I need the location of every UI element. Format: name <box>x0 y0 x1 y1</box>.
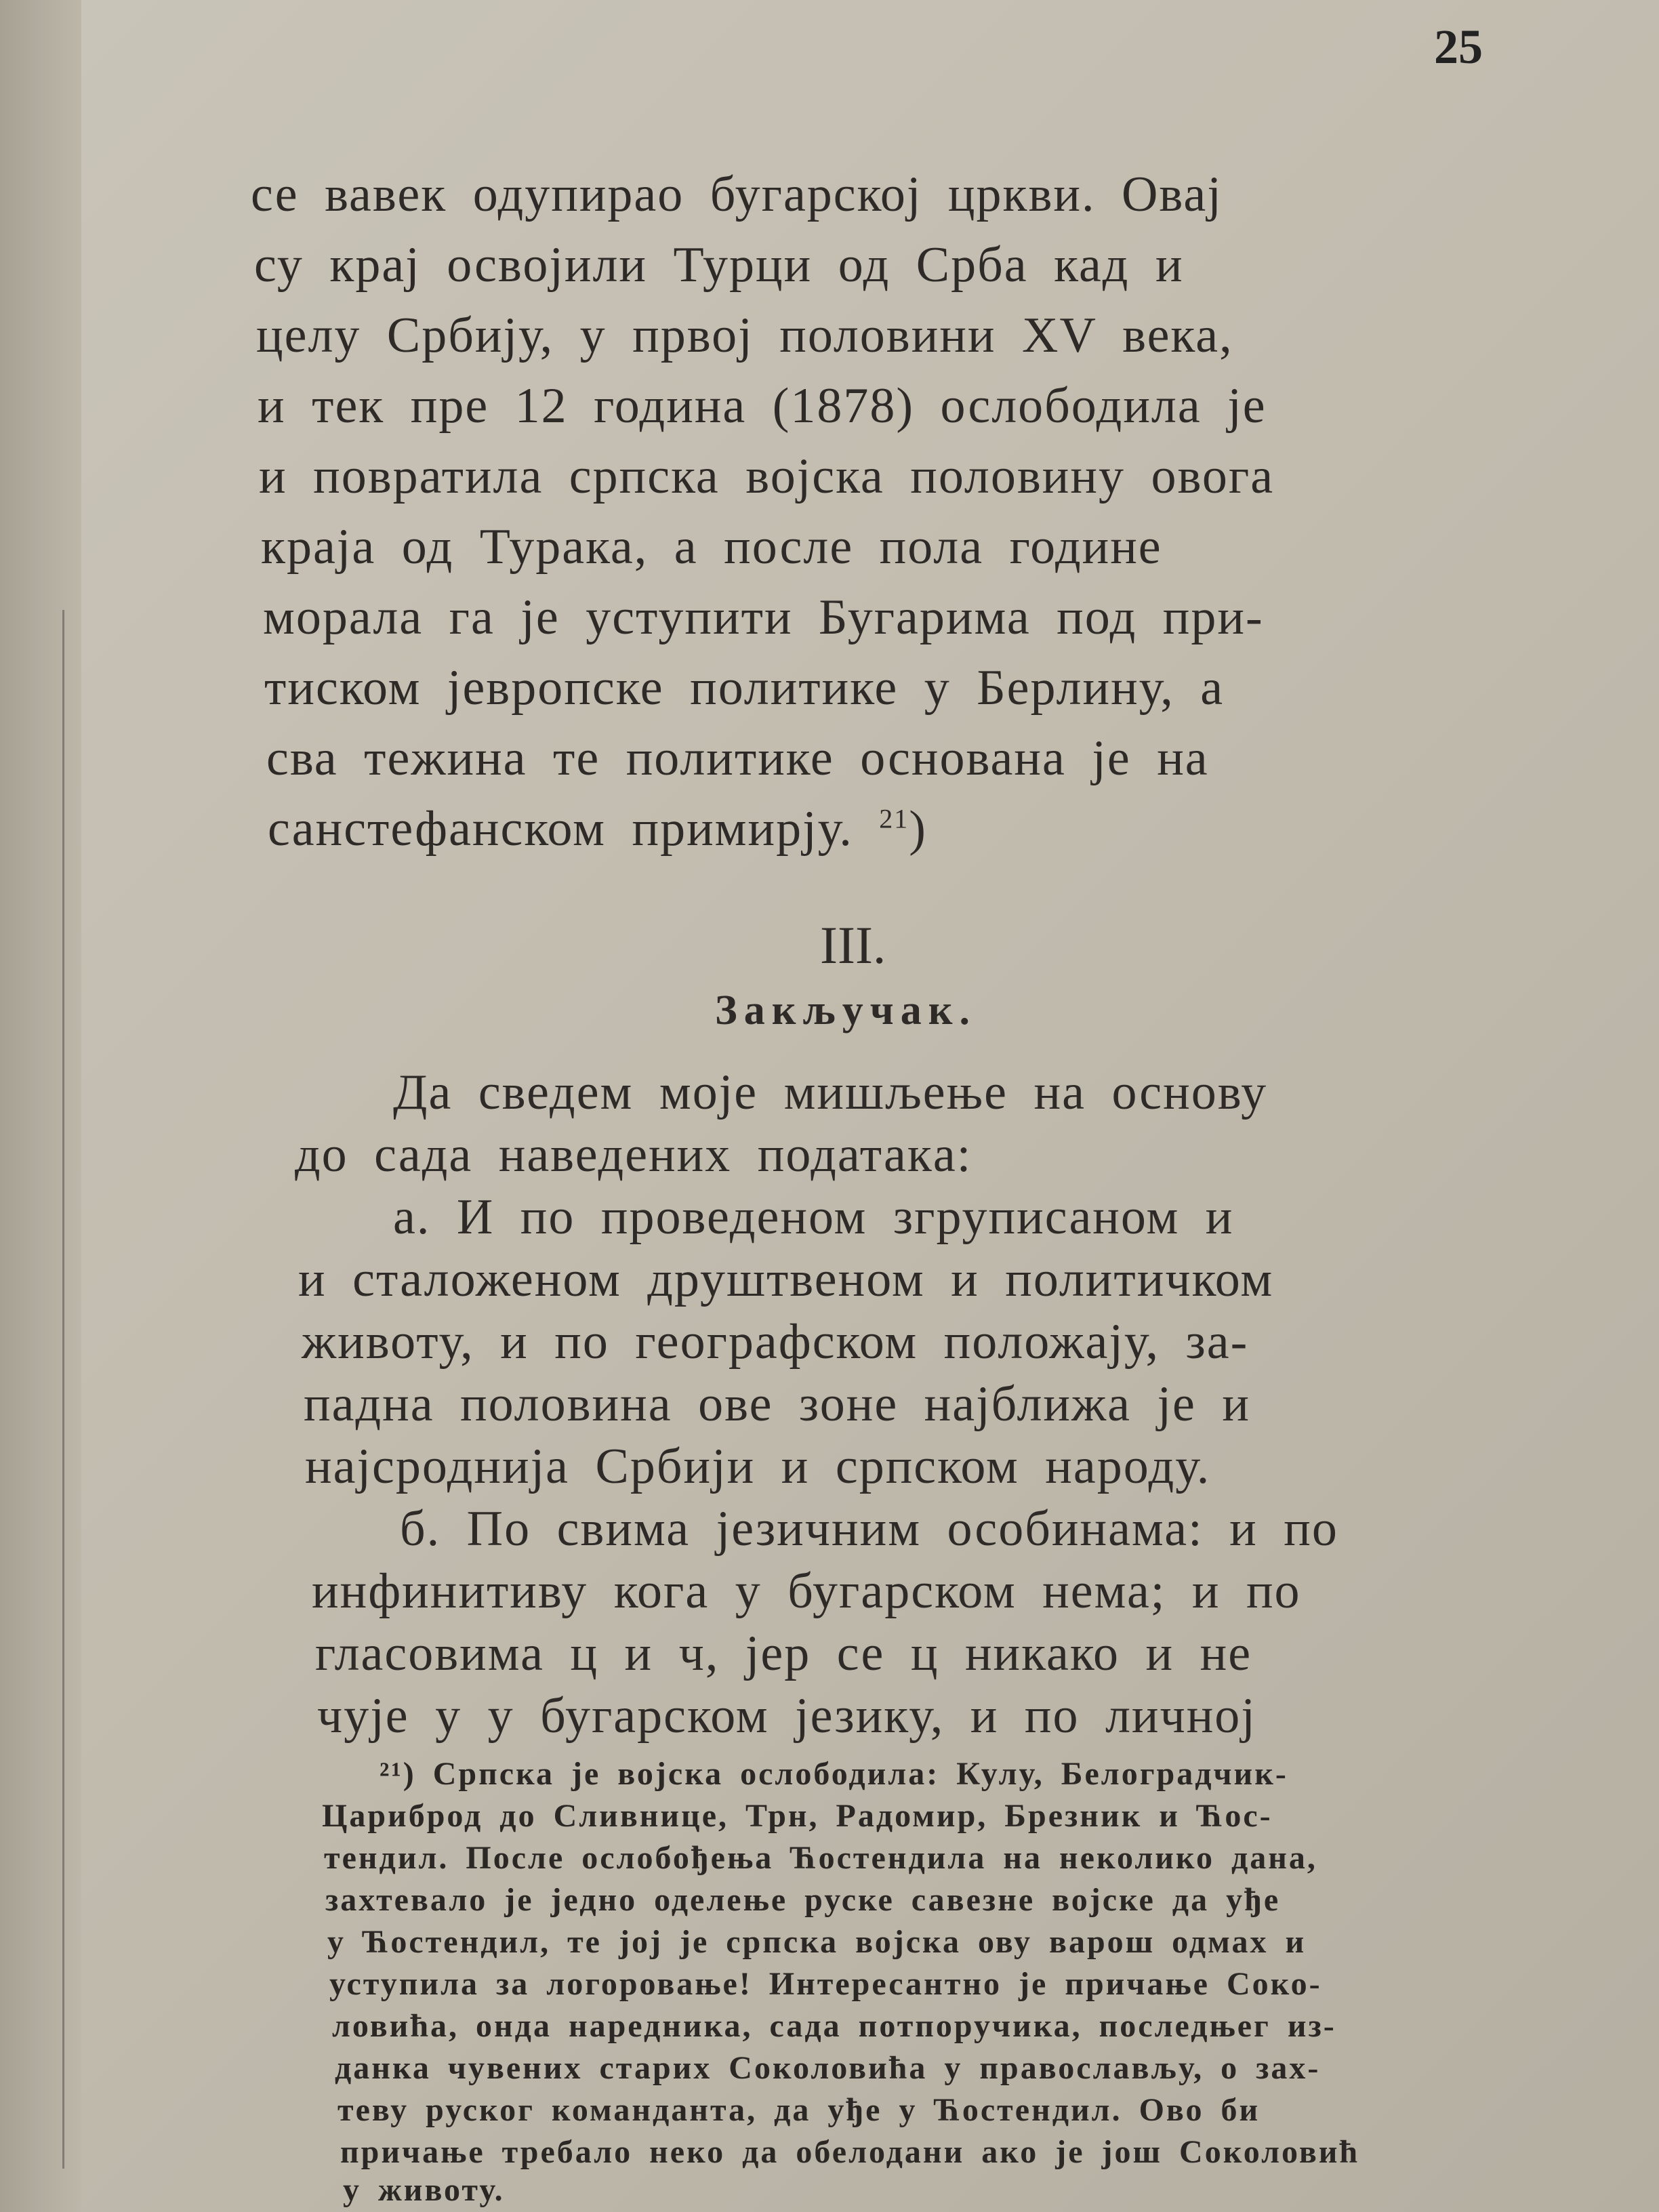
conclusion-line: чује у у бугарском језику, и по личној <box>317 1688 1256 1744</box>
conclusion-line: и сталоженом друштвеном и политичком <box>298 1252 1274 1307</box>
conclusion-line: инфинитиву кога у бугарском нема; и по <box>312 1563 1301 1619</box>
footnote-reference: 21 <box>879 803 909 834</box>
footnote-line: ловића, онда наредника, сада потпоручика, последњег из- <box>332 2008 1336 2044</box>
body-line: су крај освојили Турци од Срба кад и <box>254 237 1184 293</box>
footnote-reference-paren: ) <box>909 801 927 857</box>
footnote-line: Цариброд до Сливнице, Трн, Радомир, Брезник и Ћос- <box>322 1798 1273 1834</box>
footnote-line: тендил. После ослобођења Ћостендила на неколико дана, <box>324 1840 1317 1876</box>
body-line: се вавек одупирао бугарској цркви. Овај <box>251 167 1223 222</box>
section-title: Закључак. <box>715 987 977 1033</box>
conclusion-line: б. По свима језичним особинама: и по <box>400 1501 1338 1557</box>
body-line: сва тежина те политике основана је на <box>266 731 1209 786</box>
conclusion-line: до сада наведених податакa: <box>295 1127 972 1183</box>
footnote-line: данка чувених старих Соколовића у православљу, о зах- <box>335 2050 1321 2086</box>
conclusion-line: Да сведем моје мишљење на основу <box>393 1065 1268 1120</box>
section-number: III. <box>820 916 886 975</box>
body-line: целу Србију, у првој половини XV века, <box>256 308 1233 363</box>
previous-page-edge <box>0 0 81 2212</box>
footnote-line: уступила за логоровање! Интересантно је причање Соко- <box>329 1966 1322 2002</box>
footnote-line: у животу. <box>343 2172 505 2208</box>
conclusion-line: падна половина ове зоне најближа је и <box>304 1376 1251 1432</box>
body-line-last <box>268 800 927 858</box>
page-number: 25 <box>1434 20 1483 74</box>
footnote-line: захтевало је једно оделење руске савезне војске да уђе <box>325 1882 1281 1918</box>
body-line: и повратила српска војска половину овога <box>259 449 1275 504</box>
footnote-line: причање требало неко да обелодани ако је још Соколовић <box>340 2134 1360 2170</box>
body-line-text: санстефанском примирју. <box>268 801 853 857</box>
body-line: тиском јевропске политике у Берлину, а <box>264 660 1225 716</box>
footnote-line: у Ћостендил, те јој је српска војска ову варош одмах и <box>327 1924 1307 1960</box>
conclusion-line: гласовима ц и ч, јер се ц никако и не <box>315 1626 1252 1681</box>
footnote-line: ²¹) Српска је војска ослободила: Кулу, Белоградчик- <box>380 1756 1288 1792</box>
conclusion-line: најсроднија Србији и српском народу. <box>305 1439 1211 1494</box>
conclusion-line: животу, и по географском положају, за- <box>302 1314 1249 1370</box>
page-edge-line <box>62 610 64 2169</box>
footnote-line: теву руског команданта, да уђе у Ћостендил. Ово би <box>337 2092 1261 2128</box>
body-line: краја од Турака, а после пола године <box>261 519 1162 575</box>
conclusion-line: а. И по проведеном згруписаном и <box>393 1189 1234 1245</box>
body-line: и тек пре 12 година (1878) ослободила је <box>258 378 1267 434</box>
body-line: морала га је уступити Бугарима под при- <box>263 590 1264 645</box>
